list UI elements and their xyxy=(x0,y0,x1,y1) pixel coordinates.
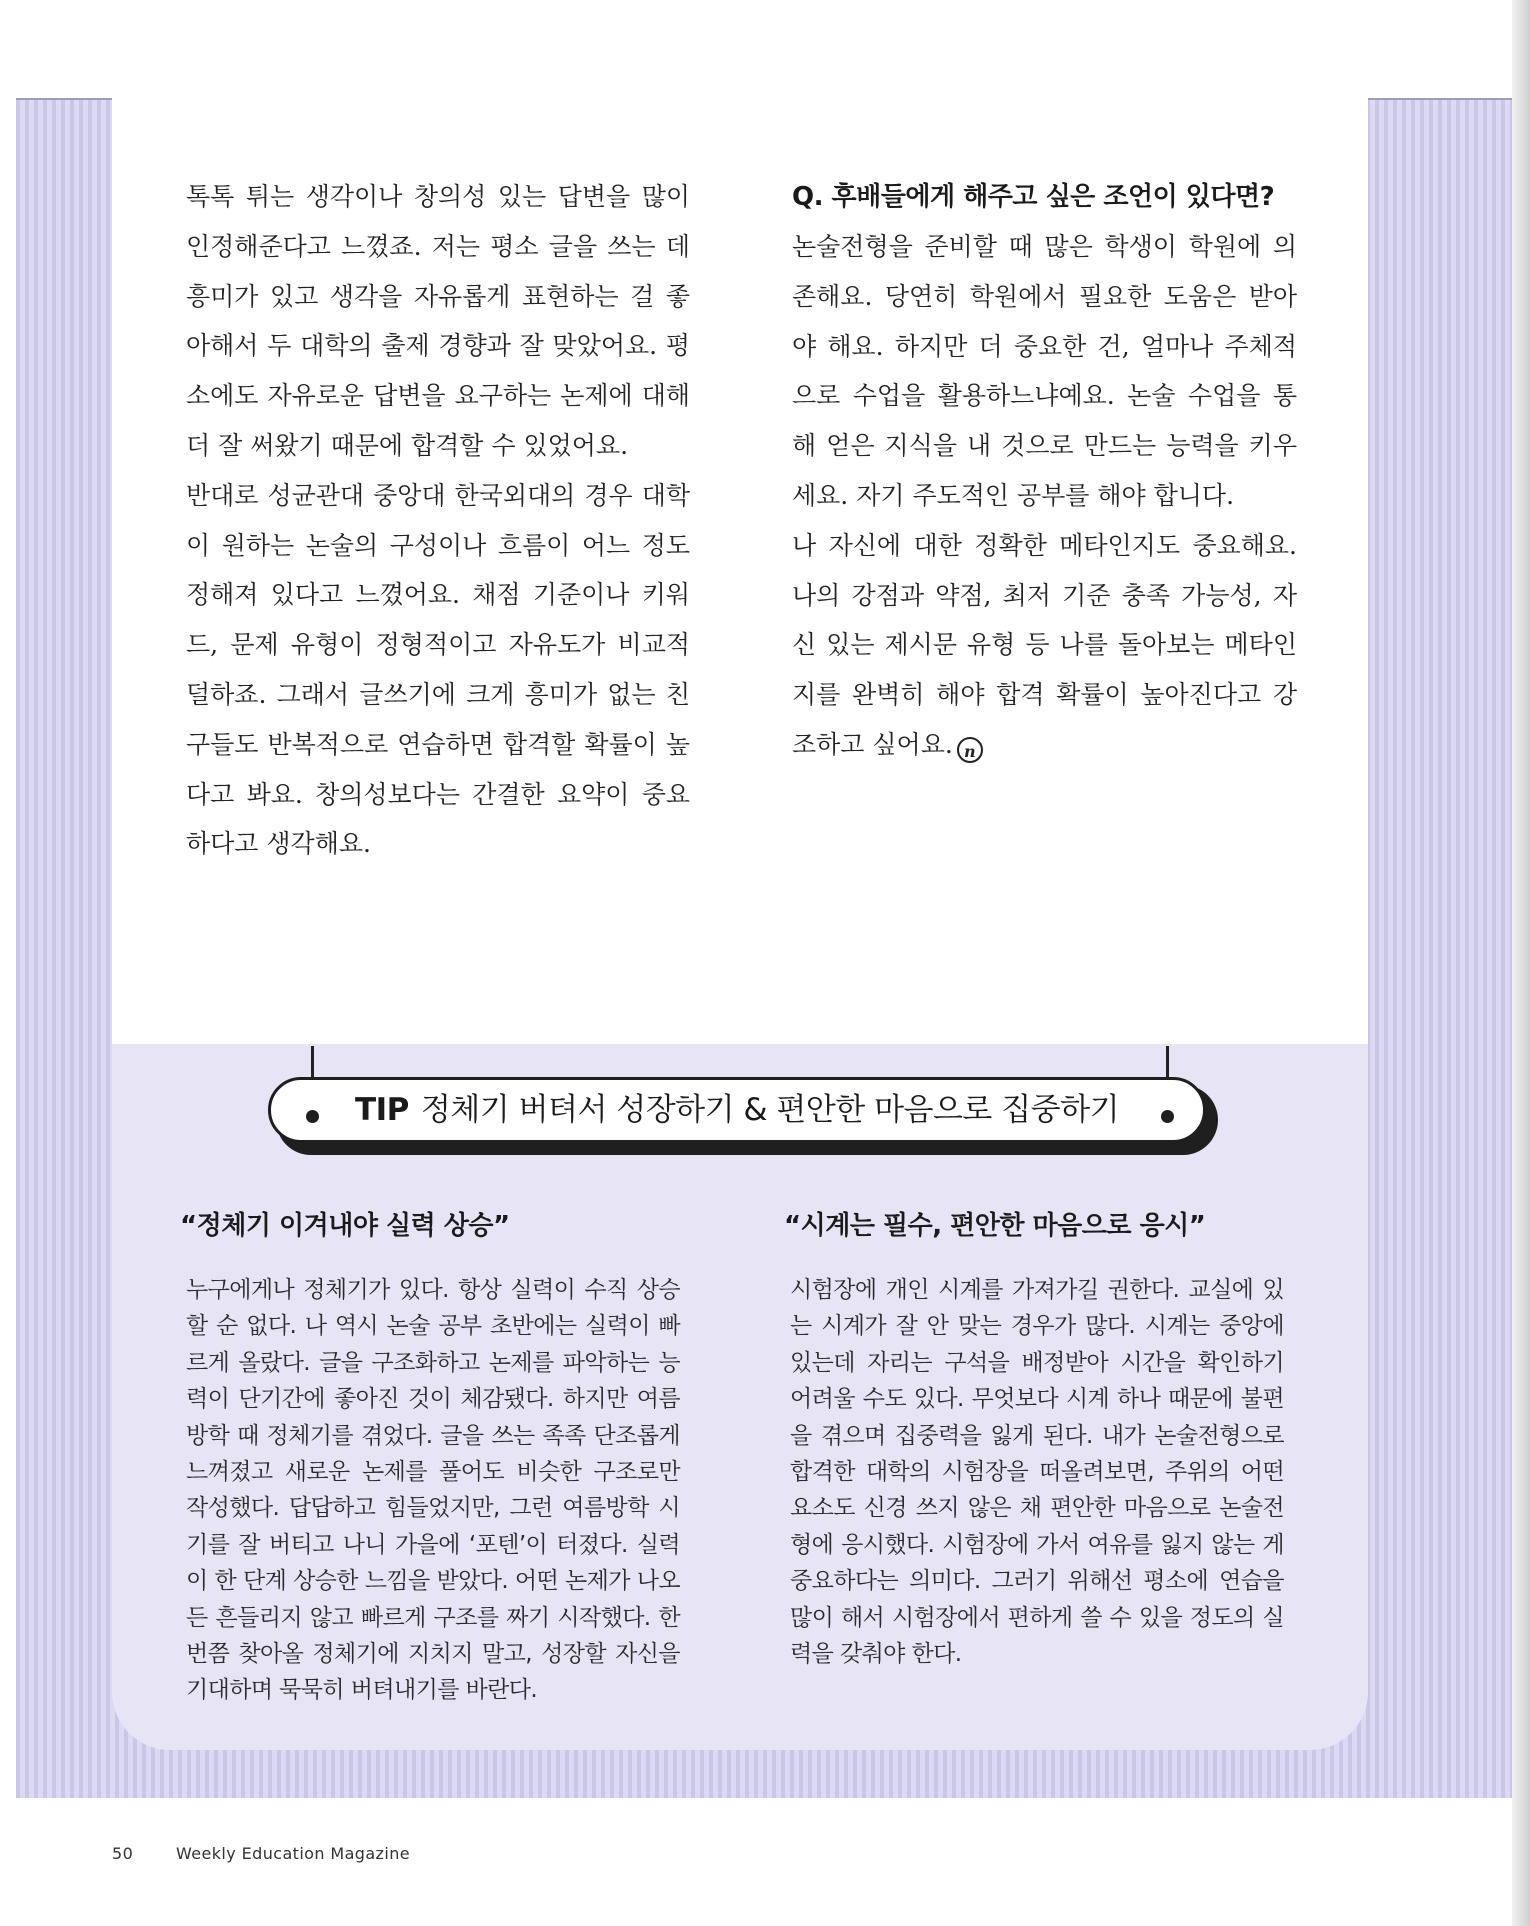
article-paragraph: 톡톡 튀는 생각이나 창의성 있는 답변을 많이 인정해준다고 느꼈죠. 저는 평소 글을 쓰는 데 흥미가 있고 생각을 자유롭게 표현하는 걸 좋아해서 두 대학의 출제 경향과 잘 맞았어요. 평소에도 자유로운 답변을 요구하는 논제에 대해 더 잘 써왔기 때문에 합격할 수 있었어요. xyxy=(186,182,690,460)
article-right-column xyxy=(792,172,1297,770)
article-left-column xyxy=(186,172,690,869)
tip-title: 정체기 버텨서 성장하기 & 편안한 마음으로 집중하기 xyxy=(420,1092,1120,1128)
tip-label: TIP xyxy=(354,1092,409,1128)
paragraph-text: 나 자신에 대한 정확한 메타인지도 중요해요. 나의 강점과 약점, 최저 기준 충족 가능성, 자신 있는 제시문 유형 등 나를 돌아보는 메타인지를 완벽히 해야 합격 확률이 높아진다고 강조하고 싶어요. xyxy=(792,530,1297,759)
page-edge xyxy=(1512,0,1530,1926)
magazine-name: Weekly Education Magazine xyxy=(176,1844,410,1863)
tip-right-heading: “시계는 필수, 편안한 마음으로 응시” xyxy=(784,1211,1206,1241)
question-heading: Q. 후배들에게 해주고 싶은 조언이 있다면? xyxy=(792,182,1275,212)
article-paragraph: 반대로 성균관대 중앙대 한국외대의 경우 대학이 원하는 논술의 구성이나 흐름이 어느 정도 정해져 있다고 느꼈어요. 채점 기준이나 키워드, 문제 유형이 정형적이고 자유도가 비교적 덜하죠. 그래서 글쓰기에 크게 흥미가 없는 친구들도 반복적으로 연습하면 합격할 확률이 높다고 봐요. 창의성보다는 간결한 요약이 중요하다고 생각해요. xyxy=(186,480,690,859)
end-mark-icon: n xyxy=(957,737,983,763)
page-number: 50 xyxy=(112,1844,134,1863)
article-paragraph xyxy=(792,521,1297,770)
article-paragraph: 논술전형을 준비할 때 많은 학생이 학원에 의존해요. 당연히 학원에서 필요한 도움은 받아야 해요. 하지만 더 중요한 건, 얼마나 주체적으로 수업을 활용하느냐예요. 논술 수업을 통해 얻은 지식을 내 것으로 만드는 능력을 키우세요. 자기 주도적인 공부를 해야 합니다. xyxy=(792,232,1297,510)
tip-right-body: 시험장에 개인 시계를 가져가길 권한다. 교실에 있는 시계가 잘 안 맞는 경우가 많다. 시계는 중앙에 있는데 자리는 구석을 배정받아 시간을 확인하기 어려울 수도 있다. 무엇보다 시계 하나 때문에 불편을 겪으며 집중력을 잃게 된다. 내가 논술전형으로 합격한 대학의 시험장을 떠올려보면, 주위의 어떤 요소도 신경 쓰지 않은 채 편안한 마음으로 논술전형에 응시했다. 시험장에 가서 여유를 잃지 않는 게 중요하다는 의미다. 그러기 위해선 평소에 연습을 많이 해서 시험장에서 편하게 쓸 수 있을 정도의 실력을 갖춰야 한다. xyxy=(790,1277,1284,1668)
tip-left-body: 누구에게나 정체기가 있다. 항상 실력이 수직 상승할 순 없다. 나 역시 논술 공부 초반에는 실력이 빠르게 올랐다. 글을 구조화하고 논제를 파악하는 능력이 단기간에 좋아진 것이 체감됐다. 하지만 여름방학 때 정체기를 겪었다. 글을 쓰는 족족 단조롭게 느껴졌고 새로운 논제를 풀어도 비슷한 구조로만 작성했다. 답답하고 힘들었지만, 그런 여름방학 시기를 잘 버티고 나니 가을에 ‘포텐’이 터졌다. 실력이 한 단계 상승한 느낌을 받았다. 어떤 논제가 나오든 흔들리지 않고 빠르게 구조를 짜기 시작했다. 한 번쯤 찾아올 정체기에 지치지 말고, 성장할 자신을 기대하며 묵묵히 버텨내기를 바란다. xyxy=(186,1277,680,1704)
tip-right-column xyxy=(784,1208,1284,1672)
tip-banner-title xyxy=(268,1077,1206,1143)
tip-left-heading: “정체기 이겨내야 실력 상승” xyxy=(180,1211,510,1241)
tip-left-column xyxy=(180,1208,680,1709)
